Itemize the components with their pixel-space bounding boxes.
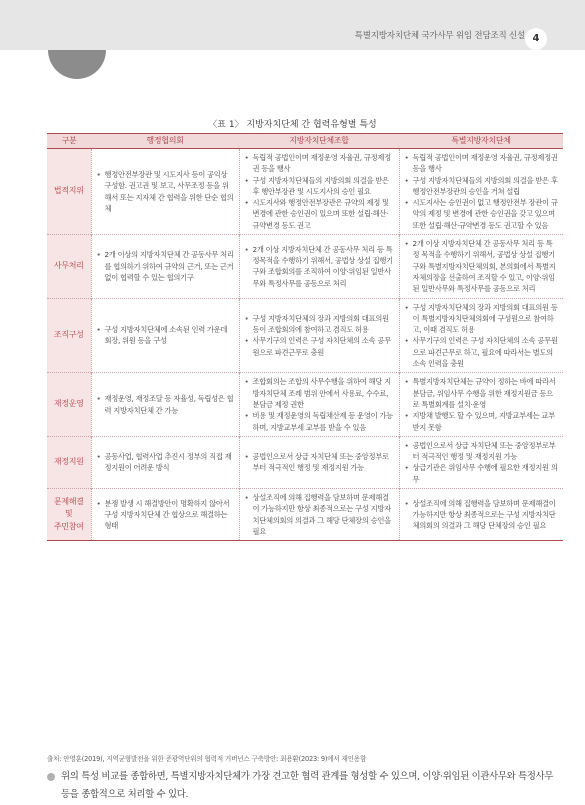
decorative-half-circle [48, 50, 106, 79]
cell-bullet-list [244, 492, 395, 537]
cell-bullet-list [404, 440, 560, 485]
page-number: 4 [525, 28, 547, 50]
row-category-label: 조직구성 [47, 298, 91, 373]
table-cell [399, 436, 563, 488]
table-cell [91, 436, 239, 488]
cell-bullet-item: • 행정안전부장관 및 시도지사 등이 공익상 구성함. 권고권 및 보고, 사무조정 등을 위해서 또는 지자체 간 협력을 위한 단순 협의체 [105, 169, 235, 214]
running-title: 특별지방자치단체 국가사무 위임 전담조직 신설 [354, 31, 525, 41]
cell-bullet-item: • 독립적 공법인이며 재정운영 자율권, 규정제정권 등을 행사 [413, 152, 560, 175]
summary-paragraph [47, 768, 557, 805]
cell-bullet-list [244, 376, 395, 432]
cell-bullet-list [404, 238, 560, 294]
cell-bullet-item: • 조합회의는 조합의 사무수행을 위하여 해당 지방자치단체 조례 범위 안에서 사용료, 수수료, 분담금 제정 권한 [253, 376, 395, 410]
row-category-label: 사무처리 [47, 235, 91, 298]
table-cell [239, 489, 399, 541]
summary-text: 위의 특성 비교를 종합하면, 특별지방자치단체가 가장 견고한 협력 관계를 형성할 수 있으며, 이양·위임된 이관사무와 특정사무 등을 종합적으로 처리할 수 있다. [61, 771, 554, 801]
cell-bullet-item: • 구성 지방자치단체들의 지방의회 의결을 받은 후 행안부장관 및 시도지사의 승인 필요 [253, 175, 395, 198]
table-cell [239, 436, 399, 488]
cooperation-type-table-wrap [47, 133, 563, 541]
table-cell [239, 235, 399, 298]
table-row [47, 436, 563, 488]
cooperation-type-table [47, 133, 563, 541]
table-cell [399, 373, 563, 436]
cell-bullet-item: • 독립적 공법인이며 재정운영 자율권, 규정제정권 등을 행사 [253, 152, 395, 175]
cell-bullet-item: • 시도지사와 행정안전부장관은 규약의 제정 및 변경에 관한 승인권이 있으며 또한 설립·해산·규약변경 등도 권고 [253, 197, 395, 231]
cell-bullet-item: • 사무기구의 인력은 구성 자치단체의 소속 공무원으로 파견근무로 하고, 필요에 따라서는 별도의 소속 인력을 충원 [413, 335, 560, 369]
table-header-row [47, 134, 563, 149]
column-header: 특별지방자치단체 [399, 134, 563, 149]
cell-bullet-item: • 구성 지방자치단체의 장과 지방의회 대표의원 등이 특별지방자치단체의회에 구성원으로 참여하고, 이때 겸직도 허용 [413, 302, 560, 336]
table-cell [91, 373, 239, 436]
cell-bullet-item: • 구성 지방자치단체에 소속된 인력 가운데 회장, 위원 등을 구성 [105, 324, 235, 347]
column-header: 행정협의회 [91, 134, 239, 149]
table-row [47, 489, 563, 541]
table-cell [91, 489, 239, 541]
cell-bullet-item: • 2개 이상 지방자치단체 간 공동사무 처리 등 특정목적을 수행하기 위해서, 공법상 상설 집행기구와 조합회의를 조직하여 이양·위임된 일반사무와 특정사무를 공동으로 처리 [253, 244, 395, 289]
table-source-note: 출처: 안영훈(2019), 지역균형발전을 위한 준광역단위의 협력적 거버넌스 구축방안: 최용환(2023: 9)에서 재인용함 [47, 755, 367, 763]
cell-bullet-item: • 분쟁 발생 시 해결방안이 명확하지 않아서 구성 지방자치단체 간 협상으로 해결하는 형태 [105, 498, 235, 532]
page-header-band [0, 0, 585, 50]
table-row [47, 298, 563, 373]
cell-bullet-list [244, 152, 395, 231]
table-title: 〈표 1〉 지방자치단체 간 협력유형별 특성 [208, 120, 377, 130]
cell-bullet-item: • 구성 지방자치단체의 장과 지방의회 대표의원 등이 조합회의에 참여하고 겸직도 허용 [253, 313, 395, 336]
cell-bullet-item: • 공동사업, 협력사업 추진시 정부의 직접 재정지원이 어려운 방식 [105, 451, 235, 474]
row-category-label: 재정지원 [47, 436, 91, 488]
cell-bullet-list [244, 313, 395, 358]
table-body [47, 149, 563, 541]
cell-bullet-list [96, 249, 235, 283]
row-category-label: 재정운영 [47, 373, 91, 436]
table-cell [399, 298, 563, 373]
cell-bullet-item: • 2개 이상 지방자치단체 간 공동사무 처리 등 특정 목적을 수행하기 위해서, 공법상 상설 집행기구와 특별지방자치단체의회, 본의회에서 특별지자체의장을 선출하여 조직할 수 있고, 이양·위임된 일반사무와 특정사무를 공동으로 처리 [413, 238, 560, 294]
cell-bullet-list [404, 302, 560, 370]
cell-bullet-item: • 공법인으로서 상급 자치단체 또는 중앙정부로부터 적극적인 행정 및 재정지원 가능 [413, 440, 560, 463]
cell-bullet-item: • 재정운영, 재정조달 등 자율성, 독립성은 협력 지방자치단체 간 가능 [105, 393, 235, 416]
cell-bullet-list [96, 451, 235, 474]
table-cell [399, 489, 563, 541]
cell-bullet-item: • 공법인으로서 상급 자치단체 또는 중앙정부로부터 적극적인 행정 및 재정지원 가능 [253, 451, 395, 474]
cell-bullet-list [96, 498, 235, 532]
row-category-label: 법적지위 [47, 149, 91, 235]
cell-bullet-item: • 사무기구의 인력은 구성 자치단체의 소속 공무원으로 파견근무로 충원 [253, 335, 395, 358]
cell-bullet-item: • 시도지사는 승인권이 없고 행정안전부 장관이 규약의 제정 및 변경에 관한 승인권을 갖고 있으며 또한 설립·해산·규약변경 등도 권고할 수 있음 [413, 197, 560, 231]
cell-bullet-item: • 구성 지방자치단체들의 지방의회 의결을 받은 후 행정안전부장관의 승인을 거쳐 설립 [413, 175, 560, 198]
cell-bullet-item: • 비용 및 재정운영의 독립채산제 등 운영이 가능하며, 지방교부세 교부를 받을 수 있음 [253, 410, 395, 433]
cell-bullet-item: • 2개 이상의 지방자치단체 간 공동사무 처리를 협의하기 위하여 규약의 근거, 또는 근거 없이 협력할 수 있는 협의기구 [105, 249, 235, 283]
table-cell [239, 149, 399, 235]
table-cell [91, 235, 239, 298]
cell-bullet-list [244, 244, 395, 289]
cell-bullet-item: • 특별지방자치단체는 규약이 정하는 바에 따라서 분담금, 위임사무 수행을 위한 재정지원금 등으로 특별회계를 설치·운영 [413, 376, 560, 410]
table-cell [399, 149, 563, 235]
table-cell [91, 149, 239, 235]
table-row [47, 235, 563, 298]
table-row [47, 373, 563, 436]
cell-bullet-item: • 상설조직에 의해 집행력을 담보하며 문제해결이 가능하지만 항상 최종적으로는 구성 지방자치단체의회의 의결과 그 해당 단체장의 승인 필요 [413, 498, 560, 532]
cell-bullet-list [96, 169, 235, 214]
table-cell [239, 373, 399, 436]
cell-bullet-list [404, 376, 560, 432]
table-cell [91, 298, 239, 373]
column-header: 구분 [47, 134, 91, 149]
table-row [47, 149, 563, 235]
table-cell [239, 298, 399, 373]
cell-bullet-list [244, 451, 395, 474]
column-header: 지방자치단체조합 [239, 134, 399, 149]
cell-bullet-item: • 상설조직에 의해 집행력을 담보하며 문제해결이 가능하지만 항상 최종적으로는 구성 지방자치단체의회의 의결과 그 해당 단체장의 승인을 필요 [253, 492, 395, 537]
table-cell [399, 235, 563, 298]
cell-bullet-item: • 상급기관은 위임사무 수행에 필요한 재정지원 의무 [413, 462, 560, 485]
cell-bullet-list [96, 393, 235, 416]
cell-bullet-list [404, 152, 560, 231]
row-category-label: 문제해결 및 주민참여 [47, 489, 91, 541]
cell-bullet-list [404, 498, 560, 532]
cell-bullet-item: • 지방채 발행도 할 수 있으며, 지방교부세는 교부받지 못함 [413, 410, 560, 433]
cell-bullet-list [96, 324, 235, 347]
summary-bullet-icon [47, 773, 55, 781]
